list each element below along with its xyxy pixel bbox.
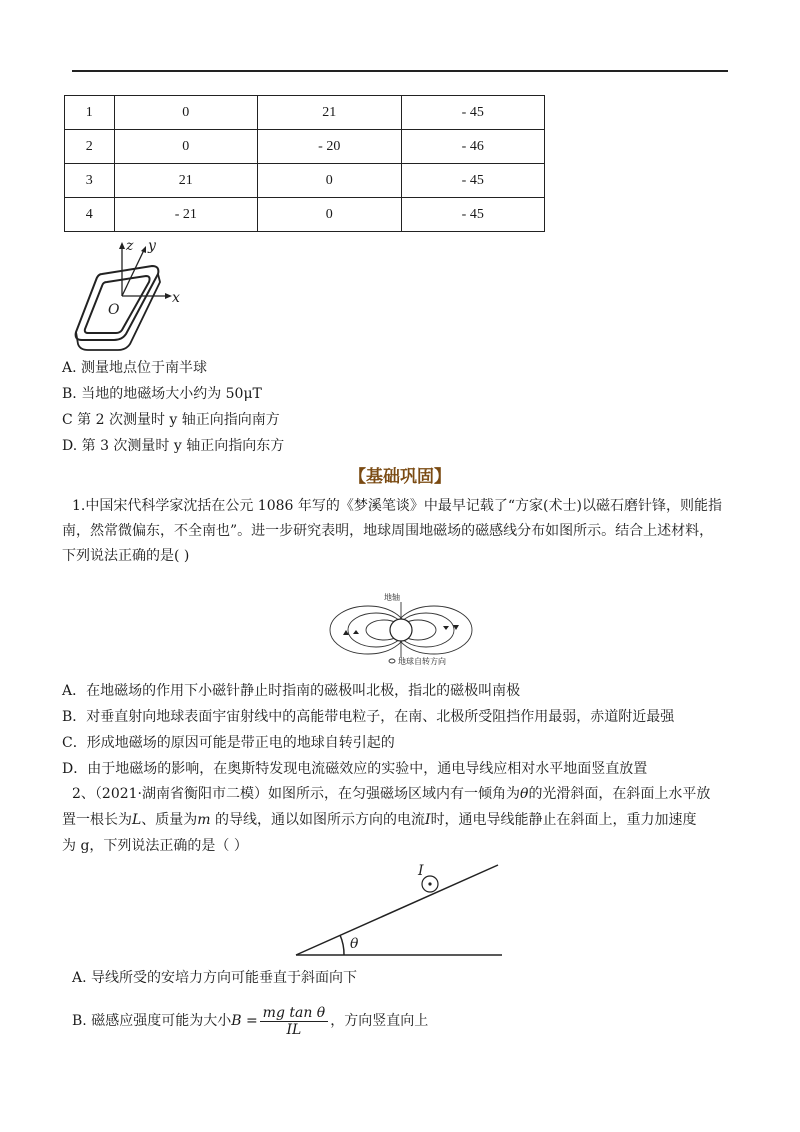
axis-x-label: x xyxy=(172,290,180,306)
origin-label: O xyxy=(108,302,120,318)
incline-current-label: I xyxy=(418,863,424,879)
table-row xyxy=(65,96,545,130)
q2-text: 2、（2021·湖南省衡阳市二模）如图所示，在匀强磁场区域内有一倾角为 xyxy=(72,786,520,802)
table-cell: - 20 xyxy=(258,130,401,164)
prev-option-b: B. 当地的地磁场大小约为 50μT xyxy=(62,386,262,402)
table-row xyxy=(65,164,545,198)
q1-stem-line1: 1.中国宋代科学家沈括在公元 1086 年写的《梦溪笔谈》中最早记载了“方家(术士)以磁石磨针锋，则能指 xyxy=(72,498,722,514)
earth-rotation-label: 地球自转方向 xyxy=(398,657,446,666)
prev-option-c: C 第 2 次测量时 y 轴正向指向南方 xyxy=(62,412,280,428)
formula-fraction xyxy=(260,1005,329,1038)
q1-option-a: A．在地磁场的作用下小磁针静止时指南的磁极叫北极，指北的磁极叫南极 xyxy=(62,683,521,699)
fraction-numerator: mg tan θ xyxy=(260,1005,329,1022)
q2-text: ，方向竖直向上 xyxy=(330,1013,429,1029)
table-row xyxy=(65,198,545,232)
theta-symbol: θ xyxy=(520,786,529,802)
q2-text: 的光滑斜面，在斜面上水平放 xyxy=(528,786,711,802)
prev-option-d: D. 第 3 次测量时 y 轴正向指向东方 xyxy=(62,438,285,454)
b-equals: B = xyxy=(231,1013,258,1029)
q2-text: B. 磁感应强度可能为大小 xyxy=(72,1013,232,1029)
q1-option-d: D．由于地磁场的影响，在奥斯特发现电流磁效应的实验中，通电导线应相对水平地面竖直放置 xyxy=(62,761,648,777)
table-cell: 0 xyxy=(114,96,257,130)
table-cell: 21 xyxy=(114,164,257,198)
table-cell: 0 xyxy=(258,198,401,232)
q2-option-a: A. 导线所受的安培力方向可能垂直于斜面向下 xyxy=(72,970,358,986)
table-cell: 0 xyxy=(114,130,257,164)
q2-text: 、质量为 xyxy=(141,812,198,828)
earth-axis-label: 地轴 xyxy=(384,593,400,602)
table-row xyxy=(65,130,545,164)
q2-option-b xyxy=(72,1003,428,1039)
measurement-table xyxy=(64,95,545,232)
phone-axes-figure xyxy=(60,236,190,356)
table-cell: 0 xyxy=(258,164,401,198)
q2-text: 时，通电导线能静止在斜面上，重力加速度 xyxy=(430,812,697,828)
table-cell: - 45 xyxy=(401,198,545,232)
length-symbol: L xyxy=(132,812,142,828)
section-title: 【基础巩固】 xyxy=(349,467,451,487)
table-cell: 4 xyxy=(65,198,115,232)
table-cell: - 21 xyxy=(114,198,257,232)
header-rule xyxy=(72,70,728,72)
table-cell: - 45 xyxy=(401,164,545,198)
q2-stem-line2 xyxy=(62,810,697,830)
table-cell: 1 xyxy=(65,96,115,130)
current-symbol: I xyxy=(425,812,431,828)
prev-option-a: A. 测量地点位于南半球 xyxy=(62,360,208,376)
table-cell: - 46 xyxy=(401,130,545,164)
mass-symbol: m xyxy=(197,812,211,828)
q2-text: 的导线，通以如图所示方向的电流 xyxy=(210,812,426,828)
table-cell: - 45 xyxy=(401,96,545,130)
table-cell: 21 xyxy=(258,96,401,130)
q2-text: 置一根长为 xyxy=(62,812,132,828)
q2-stem-line1 xyxy=(72,784,710,804)
q1-option-b: B．对垂直射向地球表面宇宙射线中的高能带电粒子，在南、北极所受阻挡作用最弱，赤道附近最强 xyxy=(62,709,675,725)
axis-z-label: z xyxy=(126,238,134,254)
incline-angle-label: θ xyxy=(350,936,359,952)
geomagnetic-field-figure xyxy=(326,592,476,672)
fraction-denominator: IL xyxy=(286,1021,302,1038)
table-cell: 2 xyxy=(65,130,115,164)
q1-stem-line3: 下列说法正确的是( ) xyxy=(62,548,190,564)
axis-y-label: y xyxy=(148,238,156,254)
incline-figure xyxy=(288,855,518,960)
q2-stem-line3: 为 g，下列说法正确的是（ ） xyxy=(62,838,248,854)
q1-option-c: C．形成地磁场的原因可能是带正电的地球自转引起的 xyxy=(62,735,395,751)
q1-stem-line2: 南，然常微偏东，不全南也”。进一步研究表明，地球周围地磁场的磁感线分布如图所示。结合上述材料， xyxy=(62,523,714,539)
table-cell: 3 xyxy=(65,164,115,198)
